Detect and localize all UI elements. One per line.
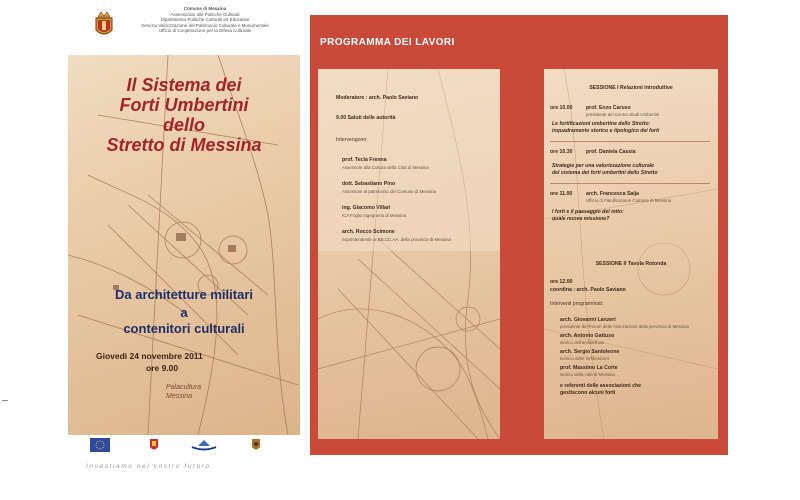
poster-title-line: Stretto di Messina (106, 135, 262, 155)
participant-note: storico dell'architettura (560, 340, 604, 345)
divider (550, 141, 710, 142)
event-date: Giovedì 24 novembre 2011 (96, 351, 203, 361)
province-crest-icon (246, 438, 266, 452)
old-map-illustration (318, 69, 500, 439)
programme-panel-left (318, 69, 500, 439)
talk-speaker: prof. Enzo Caruso (586, 105, 631, 111)
closing-line: gestiscono alcuni forti (560, 390, 616, 396)
margin-mark (2, 400, 8, 401)
event-place (166, 383, 201, 401)
talk-time: ore 10.30 (550, 149, 573, 155)
moderator: Moderatore : arch. Paolo Saviano (336, 95, 419, 101)
institution-header (120, 6, 290, 34)
participant-note: tecnico delle fortificazioni (560, 356, 609, 361)
speaker-role: Soprintendente ai BB.CC.AA. della provincia di Messina (342, 237, 451, 242)
participant-name: arch. Giovanni Lanzeri (560, 317, 616, 323)
region-crest-icon (144, 438, 164, 452)
event-poster (68, 55, 300, 435)
talk-title-line: quale nuova missione? (552, 216, 610, 222)
session-one-heading: SESSIONE I Relazioni introduttive (589, 85, 673, 91)
header-line: Servizio Valorizzazione del Patrimonio Culturale e Monumentale (141, 22, 269, 28)
poster-title-line: Il Sistema dei (126, 75, 242, 95)
interventions-label: Intervengono: (336, 137, 368, 143)
header-line: Dipartimento Politiche Culturali ed Educative (160, 17, 250, 23)
round-table-time: ore 12.00 (550, 279, 573, 285)
programme-title: PROGRAMMA DEI LAVORI (320, 37, 455, 48)
speaker-role: ICA Foglio ingegneria di Messina (342, 213, 407, 218)
talk-speaker-note: presidente del Centro Studi Umbertini (586, 112, 660, 117)
talk-title-line: Le fortificazioni umbertine dello Stretto: (552, 121, 651, 127)
divider (550, 183, 710, 184)
talk-speaker: prof. Daniela Cassia (586, 149, 636, 155)
round-table-label: Interventi programmati: (550, 301, 604, 307)
header-line: Assessorato alle Politiche Culturali (170, 11, 240, 17)
poster-subtitle-line: contenitori culturali (123, 321, 245, 336)
sponsor-logos (86, 438, 276, 456)
talk-title-line: Strategie per una valorizzazione culturale (552, 163, 655, 169)
event-time: ore 9.00 (146, 363, 179, 373)
round-table-chair: coordina : arch. Paolo Saviano (550, 287, 626, 293)
city-crest-icon (93, 10, 115, 40)
session-two-heading: SESSIONE II Tavola Rotonda (595, 261, 667, 267)
talk-time: ore 11.00 (550, 191, 573, 197)
speaker-role: Assessore alla Cultura della Città di Messina (342, 165, 429, 170)
poster-title-line: Forti Umbertini (119, 95, 249, 115)
talk-title-line: del sistema dei forti umbertini dello Stretto (552, 170, 658, 176)
talk-time: ore 10.00 (550, 105, 573, 111)
participant-note: presidente del Forum delle Associazioni della provincia di Messina (560, 324, 689, 329)
poster-title-line: dello (162, 115, 205, 135)
tagline: Investiamo nel vostro futuro (86, 463, 211, 470)
talk-title-line: inquadramento storico e tipologico dei forti (552, 128, 660, 134)
programme-sheet (310, 15, 728, 455)
speaker-name: dott. Sebastiano Pino (342, 181, 396, 187)
speaker-name: arch. Rocco Scimone (342, 229, 395, 235)
talk-title-line: I forti e il paesaggio del mito: (552, 209, 624, 215)
talk-speaker: arch. Francesca Saija (586, 191, 640, 197)
place-line: Messina (166, 393, 193, 400)
participant-name: arch. Antonio Gattuso (560, 333, 615, 339)
participant-note: storico della città di Messina (560, 372, 615, 377)
opening-greetings: 9.00 Saluti delle autorità (336, 115, 396, 121)
speaker-name: prof. Tecla Frenna (342, 157, 387, 163)
poster-subtitle-line: a (180, 305, 188, 320)
header-line: Comune di Messina (183, 6, 227, 11)
participant-name: prof. Massimo La Corte (560, 365, 618, 371)
place-line: Palacultura (166, 384, 202, 391)
programme-panel-right (544, 69, 718, 439)
talk-speaker-note: Ufficio di Pianificazione Comune di Messina (586, 198, 672, 203)
ship-logo-icon (190, 438, 210, 452)
poster-subtitle-line: Da architetture militari (115, 287, 253, 302)
participant-name: arch. Sergio Santoleone (560, 349, 620, 355)
header-line: Ufficio di Cooperazione per la Difesa Culturale (158, 28, 252, 34)
speaker-role: Assessore al patrimonio del Comune di Messina (342, 189, 436, 194)
speaker-name: ing. Giacomo Villari (342, 205, 391, 211)
eu-flag-icon (90, 438, 110, 452)
closing-line: e referenti delle associazioni che (560, 383, 642, 389)
